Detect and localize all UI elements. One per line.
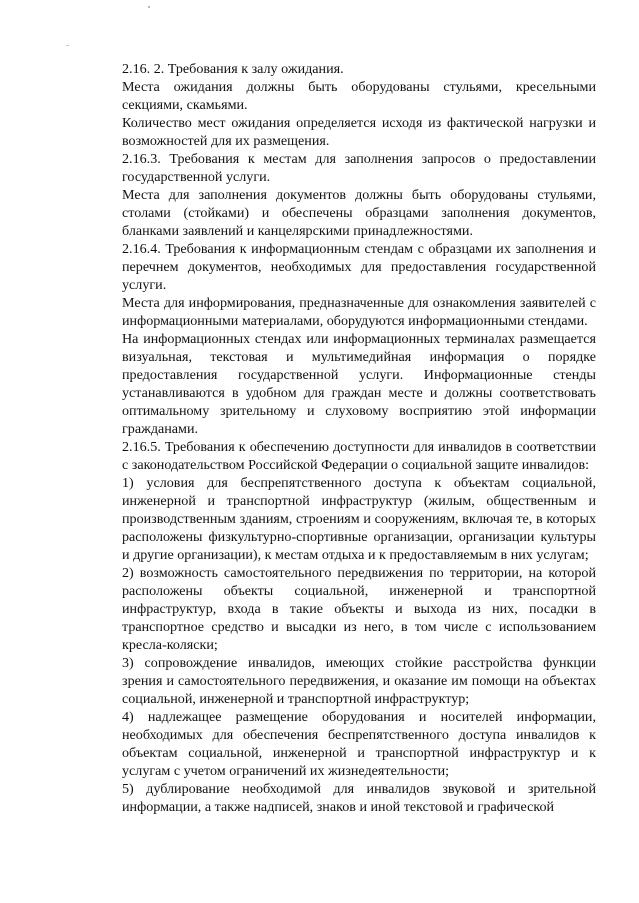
scan-mark	[66, 45, 69, 46]
paragraph-info-stands: На информационных стендах или информационных терминалах размещается визуальная, текстовая и мультимедийная информация о порядке предоставления государственной услуги. Информационные стенды устанавливаются в удобном для граждан месте и должны соответствовать оптимальному зрительному и слуховому восприятию этой информации гражданами.	[122, 331, 596, 437]
paragraph-2-16-3-heading: 2.16.3. Требования к местам для заполнения запросов о предоставлении государственной услуги.	[122, 151, 596, 185]
list-item-2: 2) возможность самостоятельного передвижения по территории, на которой расположены объекты социальной, инженерной и транспортной инфраструктур, входа в такие объекты и выхода из них, посадки в транспортное средство и высадки из него, в том числе с использованием кресла-коляски;	[122, 565, 596, 653]
document-body	[122, 60, 596, 816]
paragraph-informing-places: Места для информирования, предназначенные для ознакомления заявителей с информационными материалами, оборудуются информационными стендами.	[122, 295, 596, 329]
scan-speck	[148, 6, 150, 8]
paragraph-waiting-count: Количество мест ожидания определяется исходя из фактической нагрузки и возможностей для их размещения.	[122, 115, 596, 149]
paragraph-2-16-2-heading: 2.16. 2. Требования к залу ожидания.	[122, 61, 344, 77]
paragraph-waiting-seats: Места ожидания должны быть оборудованы стульями, кресельными секциями, скамьями.	[122, 79, 596, 113]
list-item-4: 4) надлежащее размещение оборудования и носителей информации, необходимых для обеспечения беспрепятственного доступа инвалидов к объектам социальной, инженерной и транспортной инфраструктур и к услугам с учетом ограничений их жизнедеятельности;	[122, 709, 596, 779]
paragraph-2-16-4-heading: 2.16.4. Требования к информационным стендам с образцами их заполнения и перечнем документов, необходимых для предоставления государственной услуги.	[122, 241, 596, 293]
list-item-5: 5) дублирование необходимой для инвалидов звуковой и зрительной информации, а также надписей, знаков и иной текстовой и графической	[122, 781, 596, 815]
paragraph-2-16-5-heading: 2.16.5. Требования к обеспечению доступности для инвалидов в соответствии с законодательством Российской Федерации о социальной защите инвалидов:	[122, 439, 596, 473]
list-item-3: 3) сопровождение инвалидов, имеющих стойкие расстройства функции зрения и самостоятельного передвижения, и оказание им помощи на объектах социальной, инженерной и транспортной инфраструктур;	[122, 655, 596, 707]
list-item-1: 1) условия для беспрепятственного доступа к объектам социальной, инженерной и транспортной инфраструктур (жилым, общественным и производственным зданиям, строениям и сооружениям, включая те, в которых расположены физкультурно-спортивные организации, организации культуры и другие организации), к местам отдыха и к предоставляемым в них услугам;	[122, 475, 596, 563]
paragraph-filling-places: Места для заполнения документов должны быть оборудованы стульями, столами (стойками) и обеспечены образцами заполнения документов, бланками заявлений и канцелярскими принадлежностями.	[122, 187, 596, 239]
